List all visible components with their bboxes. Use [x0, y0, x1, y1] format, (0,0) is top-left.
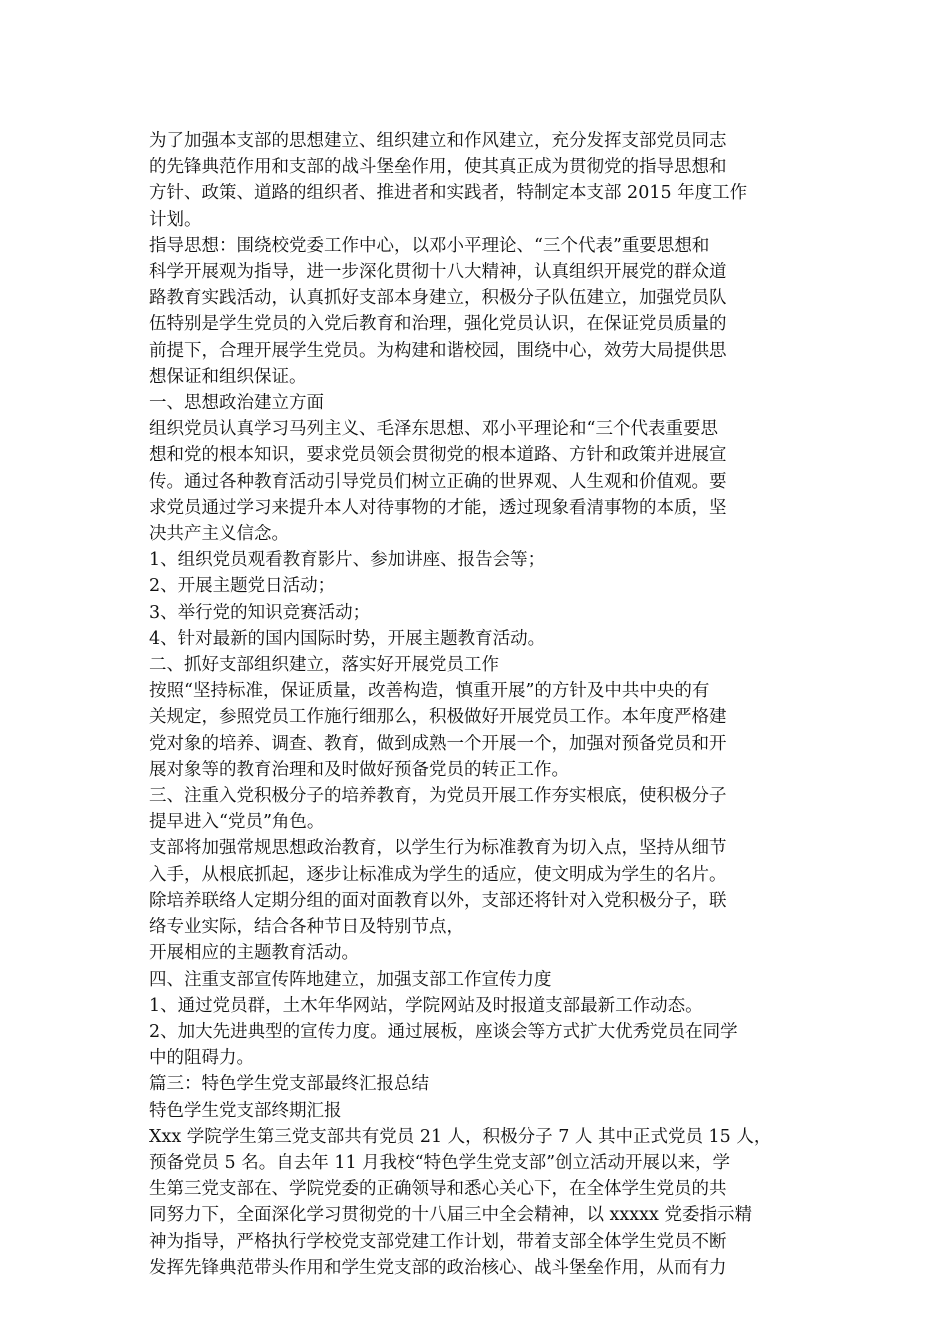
section-3-body-continued: 开展相应的主题教育活动。: [149, 943, 359, 964]
guiding-thought-paragraph: 指导思想：围绕校党委工作中心，以邓小平理论、“三个代表”重要思想和 科学开展观为指导，进一步深化贯彻十八大精神，认真组织开展党的群众道 路教育实践活动，认真抓好支部本身建立，积极分子队伍建立，加强党员队 伍特别是学生党员的入党后教育和治理，强化党员认识，在保证党员质量的 前提下，合理开展学生党员。为构建和谐校园，围绕中心，效劳大局提供思 想保证和组织保证。: [149, 235, 727, 387]
section-heading-3: 三、注重入党积极分子的培养教育，为党员开展工作夯实根底，使积极分子 提早进入“党员”角色。: [149, 786, 727, 833]
section-4-item-2: 2、加大先进典型的宣传力度。通过展板，座谈会等方式扩大优秀党员在同学 中的阻碍力。: [149, 1021, 738, 1069]
section-2-body: 按照“坚持标准，保证质量，改善构造，慎重开展”的方针及中共中央的有 关规定，参照党员工作施行细那么，积极做好开展党员工作。本年度严格建 党对象的培养、调查、教育，做到成熟一个开展一个，加强对预备党员和开 展对象等的教育治理和及时做好预备党员的转正工作。: [149, 681, 727, 780]
list-item-4: 4、针对最新的国内国际时势，开展主题教育活动。: [149, 628, 546, 649]
section-heading-1: 一、思想政治建立方面: [149, 393, 324, 414]
section-heading-4: 四、注重支部宣传阵地建立，加强支部工作宣传力度: [149, 969, 552, 990]
section-3-body: 支部将加强常规思想政治教育，以学生行为标准教育为切入点，坚持从细节 入手，从根底抓起，逐步让标准成为学生的适应，使文明成为学生的名片。 除培养联络人定期分组的面对面教育以外，支部还将针对入党积极分子，联 络专业实际，结合各种节日及特别节点，: [149, 838, 727, 938]
chapter-heading: 篇三：特色学生党支部最终汇报总结: [149, 1074, 429, 1095]
section-4-item-1: 1、通过党员群，土木年华网站，学院网站及时报道支部最新工作动态。: [149, 995, 703, 1016]
section-1-body: 组织党员认真学习马列主义、毛泽东思想、邓小平理论和“三个代表重要思 想和党的根本知识，要求党员领会贯彻党的根本道路、方针和政策并进展宣 传。通过各种教育活动引导党员们树立正确的世界观、人生观和价值观。要 求党员通过学习来提升本人对待事物的才能，透过现象看清事物的本质，坚 决共产主义信念。: [149, 419, 727, 545]
intro-paragraph: 为了加强本支部的思想建立、组织建立和作风建立，充分发挥支部党员同志 的先锋典范作用和支部的战斗堡垒作用，使其真正成为贯彻党的指导思想和 方针、政策、道路的组织者、推进者和实践者，特制定本支部 2015 年度工作 计划。: [149, 131, 748, 230]
report-body: Xxx 学院学生第三党支部共有党员 21 人，积极分子 7 人 其中正式党员 15 人， 预备党员 5 名。自去年 11 月我校“特色学生党支部”创立活动开展以来，学 生第三党支部在、学院党委的正确领导和悉心关心下，在全体学生党员的共 同努力下，全面深化学习贯彻党的十八届三中全会精神，以 xxxxx 党委指示精 神为指导，严格执行学校党支部党建工作计划，带着支部全体学生党员不断 发挥先锋典范带头作用和学生党支部的政治核心、战斗堡垒作用，从而有力: [149, 1126, 772, 1278]
section-heading-2: 二、抓好支部组织建立，落实好开展党员工作: [149, 655, 499, 676]
document-page: [149, 128, 811, 1281]
list-item-1: 1、组织党员观看教育影片、参加讲座、报告会等；: [149, 550, 546, 571]
list-item-2: 2、开展主题党日活动；: [149, 576, 336, 597]
list-item-3: 3、举行党的知识竞赛活动；: [149, 602, 371, 623]
report-title: 特色学生党支部终期汇报: [149, 1100, 342, 1121]
